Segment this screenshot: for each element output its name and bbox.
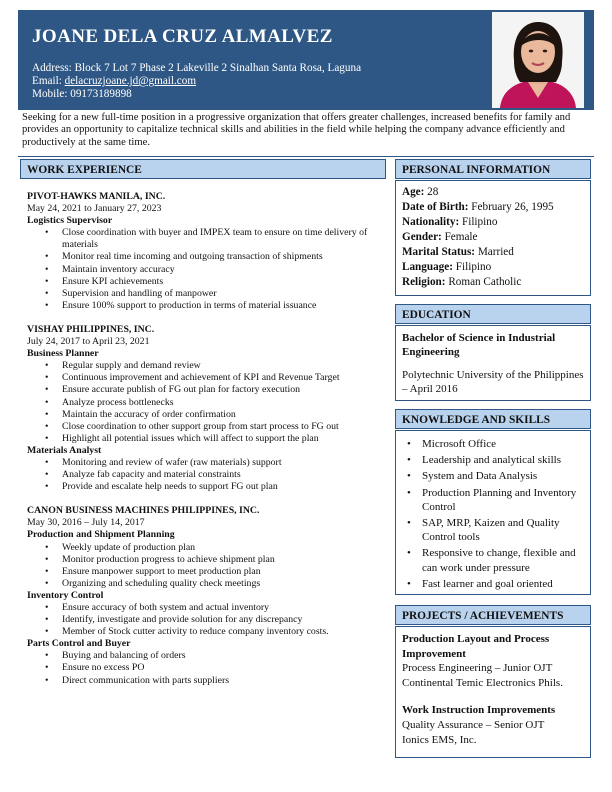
company-name: PIVOT-HAWKS MANILA, INC. <box>27 191 166 202</box>
duty-item: • Provide and escalate help needs to support FG out plan <box>62 481 387 493</box>
personal-religion: Religion: Roman Catholic <box>402 276 522 288</box>
personal-gender: Gender: Female <box>402 231 478 243</box>
education-heading: EDUCATION <box>395 304 591 324</box>
education-box <box>395 325 591 401</box>
projects-heading: PROJECTS / ACHIEVEMENTS <box>395 605 591 625</box>
project-title: Production Layout and Process Improvement <box>402 633 550 660</box>
duty-item: • Analyze process bottlenecks <box>62 397 387 409</box>
work-experience-list <box>27 191 387 687</box>
role-title: Business Planner <box>27 348 99 360</box>
project-role: Process Engineering – Junior OJT <box>402 662 553 675</box>
address: Address: Block 7 Lot 7 Phase 2 Lakeville 2 Sinalhan Santa Rosa, Laguna <box>32 62 362 74</box>
skill-item: • System and Data Analysis <box>422 469 584 483</box>
personal-info-heading: PERSONAL INFORMATION <box>395 159 591 179</box>
job-dates: May 24, 2021 to January 27, 2023 <box>27 203 162 215</box>
project-company: Ionics EMS, Inc. <box>402 733 477 746</box>
duty-item: • Member of Stock cutter activity to reduce company inventory costs. <box>62 626 387 638</box>
duty-item: • Maintain inventory accuracy <box>62 264 387 276</box>
duties-list <box>27 457 387 493</box>
duty-item: • Direct communication with parts suppliers <box>62 675 387 687</box>
skill-item: • SAP, MRP, Kaizen and Quality Control tools <box>422 516 584 544</box>
duty-item: • Identify, investigate and provide solution for any discrepancy <box>62 614 387 626</box>
project-role: Quality Assurance – Senior OJT <box>402 718 545 731</box>
duty-item: • Monitor production progress to achieve shipment plan <box>62 554 387 566</box>
skill-item: • Microsoft Office <box>422 437 584 451</box>
duty-item: • Continuous improvement and achievement of KPI and Revenue Target <box>62 372 387 384</box>
divider <box>18 156 594 157</box>
duty-item: • Ensure accuracy of both system and actual inventory <box>62 602 387 614</box>
duty-item: • Maintain the accuracy of order confirmation <box>62 409 387 421</box>
skill-item: • Responsive to change, flexible and can work under pressure <box>422 546 584 574</box>
personal-language: Language: Filipino <box>402 261 492 273</box>
company-name: CANON BUSINESS MACHINES PHILIPPINES, INC. <box>27 505 260 517</box>
role-title: Parts Control and Buyer <box>27 638 131 650</box>
duties-list <box>27 542 387 590</box>
duty-item: • Ensure 100% support to production in terms of material issuance <box>62 300 387 312</box>
job-entry <box>27 505 387 686</box>
mobile: Mobile: 09173189898 <box>32 88 132 100</box>
duty-item: • Regular supply and demand review <box>62 360 387 372</box>
job-entry <box>27 191 387 312</box>
duties-list <box>27 602 387 638</box>
education-school: Polytechnic University of the Philippines – April 2016 <box>402 368 584 396</box>
skills-box <box>395 430 591 595</box>
project-entry <box>402 703 584 747</box>
duty-item: • Ensure no excess PO <box>62 662 387 674</box>
duty-item: • Supervision and handling of manpower <box>62 288 387 300</box>
personal-nationality: Nationality: Filipino <box>402 216 498 228</box>
duty-item: • Buying and balancing of orders <box>62 650 387 662</box>
profile-photo <box>492 12 584 108</box>
duties-list <box>27 650 387 686</box>
personal-marital-status: Marital Status: Married <box>402 246 514 258</box>
email-link[interactable]: delacruzjoane.jd@gmail.com <box>64 75 197 87</box>
career-objective: Seeking for a new full-time position in a progressive organization that offers greater challenges, increased benefits for family and provides an opportunity to capitalize technical skills and abilities in the field while helping the company advance efficiently and productively at the same time. <box>22 112 571 148</box>
duty-item: • Weekly update of production plan <box>62 542 387 554</box>
duty-item: • Ensure manpower support to meet production plan <box>62 566 387 578</box>
profile-photo-illustration <box>492 12 584 108</box>
duty-item: • Close coordination to other support group from start process to FG out <box>62 421 387 433</box>
project-company: Continental Temic Electronics Phils. <box>402 676 563 689</box>
duty-item: • Ensure KPI achievements <box>62 276 387 288</box>
project-title: Work Instruction Improvements <box>402 704 556 717</box>
duty-item: • Monitoring and review of wafer (raw materials) support <box>62 457 387 469</box>
header-banner <box>18 10 594 110</box>
role-title: Logistics Supervisor <box>27 215 113 227</box>
email-line <box>32 75 361 88</box>
project-entry <box>402 632 584 690</box>
candidate-name: JOANE DELA CRUZ ALMALVEZ <box>32 26 333 47</box>
job-dates: May 30, 2016 – July 14, 2017 <box>27 517 145 529</box>
role-title: Materials Analyst <box>27 444 102 456</box>
contact-info <box>32 62 361 101</box>
duties-list <box>27 227 387 312</box>
personal-dob: Date of Birth: February 26, 1995 <box>402 201 554 213</box>
company-name: VISHAY PHILIPPINES, INC. <box>27 323 155 335</box>
job-entry <box>27 324 387 493</box>
duty-item: • Highlight all potential issues which will affect to support the plan <box>62 433 387 445</box>
personal-info-box <box>395 180 591 296</box>
duty-item: • Ensure accurate publish of FG out plan for factory execution <box>62 384 387 396</box>
work-experience-heading: WORK EXPERIENCE <box>20 159 386 179</box>
duty-item: • Close coordination with buyer and IMPEX team to ensure on time delivery of materials <box>62 227 387 251</box>
email-label: Email: <box>32 75 65 87</box>
duties-list <box>27 360 387 445</box>
skill-item: • Fast learner and goal oriented <box>422 577 584 591</box>
duty-item: • Monitor real time incoming and outgoing transaction of shipments <box>62 251 387 263</box>
skills-list <box>402 437 584 591</box>
skills-heading: KNOWLEDGE AND SKILLS <box>395 409 591 429</box>
skill-item: • Production Planning and Inventory Control <box>422 486 584 514</box>
skill-item: • Leadership and analytical skills <box>422 453 584 467</box>
personal-age: Age: 28 <box>402 186 439 198</box>
job-dates: July 24, 2017 to April 23, 2021 <box>27 336 150 348</box>
duty-item: • Organizing and scheduling quality check meetings <box>62 578 387 590</box>
duty-item: • Analyze fab capacity and material constraints <box>62 469 387 481</box>
role-title: Production and Shipment Planning <box>27 529 175 541</box>
education-degree: Bachelor of Science in Industrial Engineering <box>402 332 556 359</box>
role-title: Inventory Control <box>27 589 104 601</box>
projects-box <box>395 626 591 758</box>
